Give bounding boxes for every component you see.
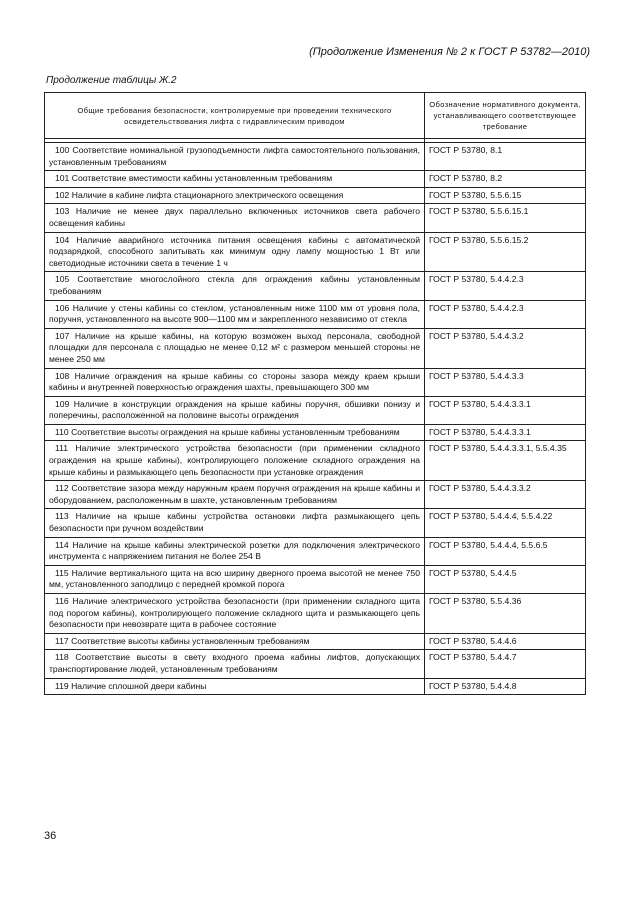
row-number: 116 [55,596,69,606]
row-number: 106 [55,302,70,313]
document-reference-cell: ГОСТ Р 53780, 5.4.4.3.3.1 [425,424,586,441]
requirement-text: Наличие вертикального щита на всю ширину дверного проема высотой не менее 750 мм, установленного заподлицо с передней кромкой порога [49,567,420,590]
document-reference-cell: ГОСТ Р 53780, 5.4.4.6 [425,633,586,650]
document-reference-cell: ГОСТ Р 53780, 5.5.6.15 [425,187,586,204]
requirement-text: Наличие электрического устройства безопасности (при применении складного щита под порогом кабины), контролирующего положение складного щита и размыкающего цепь безопасности при невозврате щита в рабочее состояние [49,596,420,630]
requirement-text: Наличие электрического устройства безопасности (при применении складного ограждения на крыше кабины), контролирующего положение складного ограждения на крыше кабины и размыкающего цепь безопасности при установке ограждения [49,443,421,477]
requirement-cell [45,594,425,634]
row-number: 115 [55,567,69,578]
table-row [45,396,586,424]
requirement-cell [45,204,425,232]
requirement-cell [45,537,425,565]
row-number: 110 [55,426,69,437]
requirement-cell [45,171,425,188]
table-row [45,187,586,204]
row-number: 105 [55,274,70,285]
requirement-text: Соответствие высоты ограждения на крыше кабины установленным требованиям [71,426,400,437]
document-reference-cell: ГОСТ Р 53780, 5.4.4.3.3 [425,368,586,396]
row-number: 112 [55,483,69,494]
requirement-text: Наличие на крыше кабины электрической розетки для подключения электрического инструмента с напряжением питания не более 254 В [49,539,420,562]
requirement-cell [45,368,425,396]
requirement-cell [45,300,425,328]
amendment-header-note: (Продолжение Изменения № 2 к ГОСТ Р 53782—2010) [309,46,590,58]
requirement-text: Соответствие многослойного стекла для ограждения кабины установленным требованиям [49,274,421,296]
table-row [45,204,586,232]
document-reference-cell: ГОСТ Р 53780, 5.4.4.4, 5.5.4.22 [425,509,586,537]
document-reference-cell: ГОСТ Р 53780, 5.4.4.4, 5.5.6.5 [425,537,586,565]
requirement-text: Соответствие зазора между наружным краем поручня ограждения на крыше кабины и оборудованием, расположенным в шахте, установленным требованиям [49,483,420,505]
row-number: 101 [55,173,70,184]
requirement-text: Наличие сплошной двери кабины [71,680,207,691]
requirement-cell [45,396,425,424]
document-reference-cell: ГОСТ Р 53780, 5.5.6.15.2 [425,232,586,272]
requirement-text: Наличие ограждения на крыше кабины со стороны зазора между краем крыши кабины и внутренней поверхностью ограждения шахты, превышающего 300 мм [49,370,420,393]
document-reference-cell: ГОСТ Р 53780, 5.4.4.5 [425,565,586,593]
document-reference-cell: ГОСТ Р 53780, 5.4.4.2.3 [425,272,586,300]
row-number: 113 [55,511,69,522]
page-number: 36 [44,830,57,842]
table-row [45,537,586,565]
requirement-text: Соответствие вместимости кабины установленным требованиям [71,173,333,184]
table-row [45,424,586,441]
requirements-table [44,92,586,695]
table-row [45,565,586,593]
table-row [45,328,586,368]
document-reference-cell: ГОСТ Р 53780, 8.1 [425,143,586,171]
table-row [45,441,586,481]
row-number: 104 [55,234,70,245]
column-header-document: Обозначение нормативного документа, устанавливающего соответствующее требование [425,93,586,139]
table-row [45,272,586,300]
row-number: 119 [55,680,69,691]
row-number: 107 [55,330,70,341]
table-row [45,509,586,537]
requirement-cell [45,650,425,678]
requirement-text: Наличие у стены кабины со стеклом, установленным ниже 1100 мм от уровня пола, поручня, установленного на высоте 900—1100 мм и закрепленного независимо от стекла [49,302,421,325]
requirement-cell [45,328,425,368]
requirement-text: Наличие на крыше кабины устройства остановки лифта размыкающего цепь безопасности при ручном воздействии [49,511,421,534]
requirement-text: Наличие в конструкции ограждения на крыше кабины поручня, обшивки понизу и поперечины, расположенной на половине высоты ограждения [49,398,420,421]
requirement-cell [45,232,425,272]
requirement-text: Наличие в кабине лифта стационарного электрического освещения [71,189,344,200]
row-number: 103 [55,206,70,217]
requirement-cell [45,143,425,171]
requirement-cell [45,509,425,537]
requirement-text: Наличие не менее двух параллельно включенных источников света рабочего освещения кабины [49,206,420,228]
document-reference-cell: ГОСТ Р 53780, 5.4.4.3.3.2 [425,481,586,509]
document-reference-cell: ГОСТ Р 53780, 5.4.4.3.3.1 [425,396,586,424]
requirement-cell [45,441,425,481]
table-body [45,143,586,695]
requirement-text: Соответствие номинальной грузоподъемности лифта самостоятельного пользования, установленным требованиям [49,145,420,167]
table-row [45,594,586,634]
table-row [45,171,586,188]
row-number: 114 [55,539,69,550]
table-row [45,143,586,171]
row-number: 100 [55,145,70,155]
document-reference-cell: ГОСТ Р 53780, 8.2 [425,171,586,188]
table-row [45,481,586,509]
requirement-text: Соответствие высоты в свету входного проема кабины лифтов, допускающих транспортирование людей, установленным требованиям [49,652,421,674]
table-row [45,300,586,328]
requirement-text: Наличие на крыше кабины, на которую возможен выход персонала, свободной площадки для персонала с площадью не менее 0,12 м² с размером меньшей стороны не менее 250 мм [49,330,420,364]
table-continuation-label: Продолжение таблицы Ж.2 [46,75,177,86]
table-row [45,232,586,272]
table-row [45,650,586,678]
column-header-requirements: Общие требования безопасности, контролируемые при проведении технического освидетельствования лифта с гидравлическим приводом [45,93,425,139]
row-number: 111 [55,443,69,454]
document-reference-cell: ГОСТ Р 53780, 5.5.6.15.1 [425,204,586,232]
requirement-cell [45,565,425,593]
document-reference-cell: ГОСТ Р 53780, 5.4.4.3.3.1, 5.5.4.35 [425,441,586,481]
requirement-cell [45,678,425,695]
table-header-row [45,93,586,139]
requirement-cell [45,481,425,509]
requirement-text: Соответствие высоты кабины установленным требованиям [71,635,310,646]
requirement-cell [45,424,425,441]
row-number: 117 [55,635,69,646]
row-number: 102 [55,189,70,200]
row-number: 108 [55,370,70,381]
table-row [45,368,586,396]
requirement-cell [45,187,425,204]
table-row [45,633,586,650]
document-reference-cell: ГОСТ Р 53780, 5.4.4.7 [425,650,586,678]
table-row [45,678,586,695]
row-number: 118 [55,652,69,663]
document-reference-cell: ГОСТ Р 53780, 5.4.4.2.3 [425,300,586,328]
requirement-text: Наличие аварийного источника питания освещения кабины с автоматической подзарядкой, способного запитывать как минимум одну лампу мощностью 1 Вт или светодиодные источники света в течение 1 ч [49,234,421,268]
requirement-cell [45,633,425,650]
row-number: 109 [55,398,70,409]
document-reference-cell: ГОСТ Р 53780, 5.4.4.3.2 [425,328,586,368]
document-reference-cell: ГОСТ Р 53780, 5.5.4.36 [425,594,586,634]
document-reference-cell: ГОСТ Р 53780, 5.4.4.8 [425,678,586,695]
requirement-cell [45,272,425,300]
